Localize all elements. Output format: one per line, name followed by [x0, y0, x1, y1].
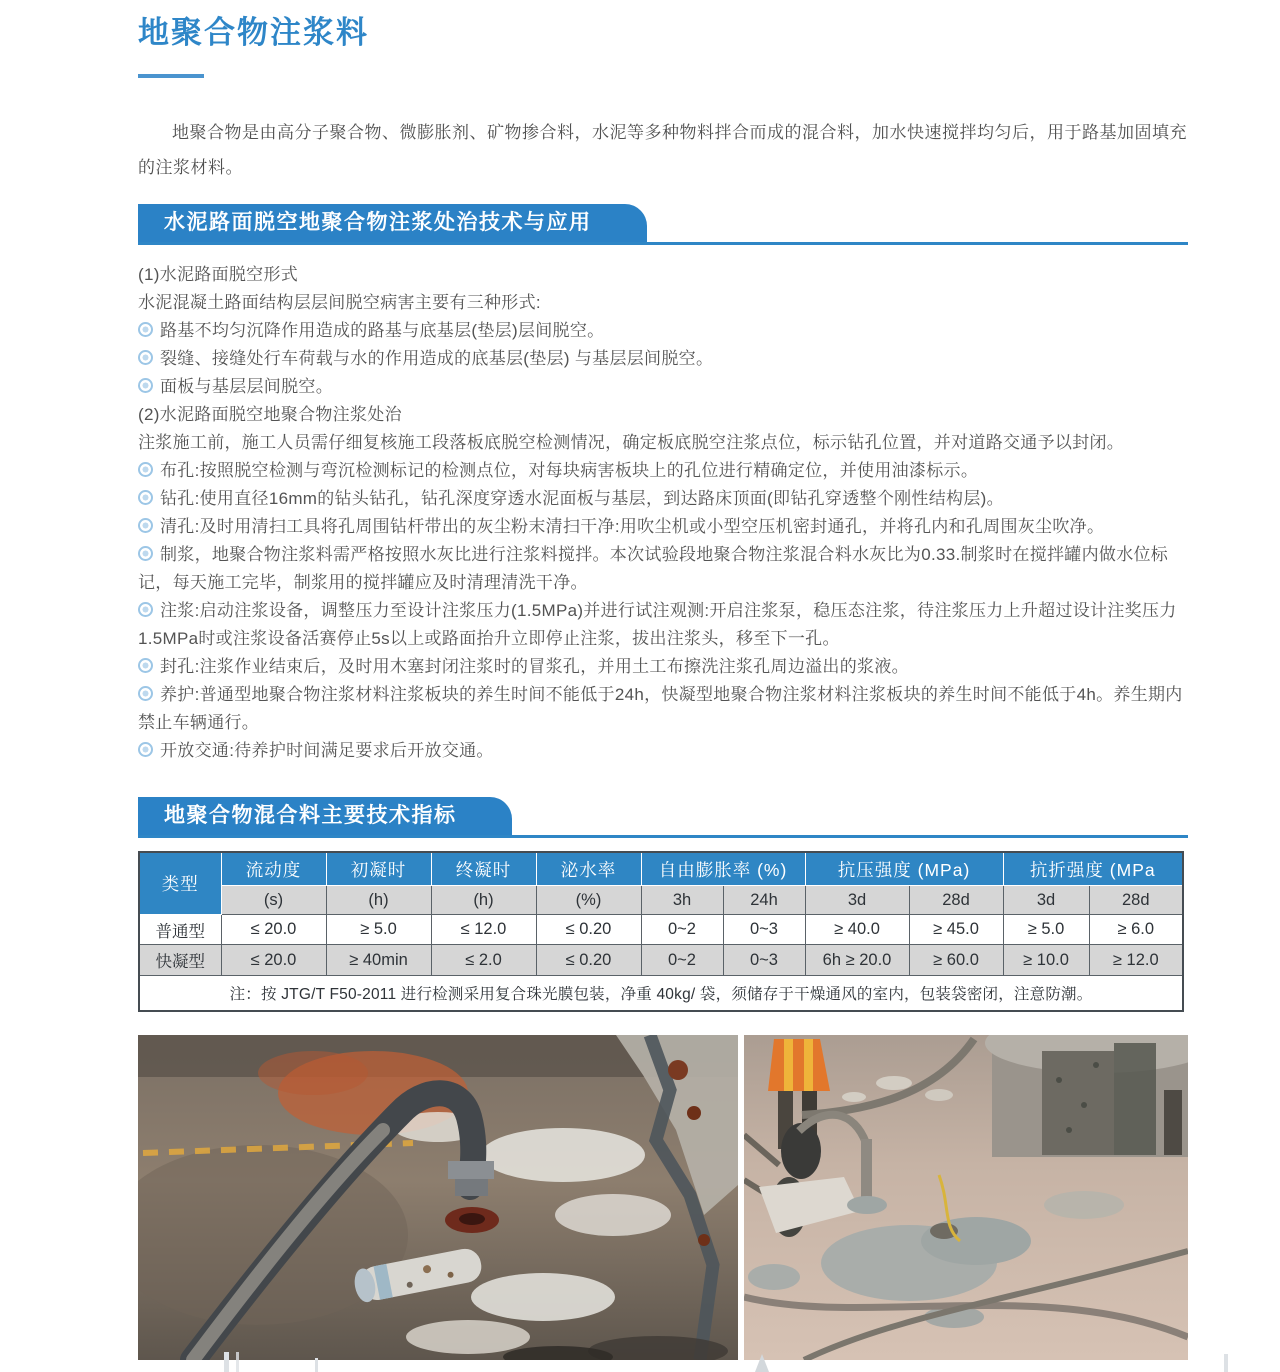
text-line: [138, 429, 1188, 457]
value-cell: ≤ 2.0: [431, 945, 536, 976]
section2-heading: 地聚合物混合料主要技术指标: [138, 797, 512, 835]
ring-bullet-icon: [138, 686, 153, 701]
text-line-content: (2)水泥路面脱空地聚合物注浆处治: [138, 405, 402, 424]
text-line-content: 注浆施工前，施工人员需仔细复核施工段落板底脱空检测情况，确定板底脱空注浆点位，标示钻孔位置，并对道路交通予以封闭。: [138, 433, 1125, 452]
bullet-line: [138, 373, 1188, 401]
page-bottom-artifact: [1224, 1354, 1228, 1372]
bullet-line: [138, 485, 1188, 513]
document-content: [138, 0, 1188, 1360]
table-subheader-cell: (h): [326, 886, 431, 915]
text-line: [138, 261, 1188, 289]
bullet-line: [138, 513, 1188, 541]
page-title: 地聚合物注浆料: [138, 15, 369, 50]
value-cell: 0~2: [641, 945, 723, 976]
bullet-line-content: 注浆:启动注浆设备，调整压力至设计注浆压力(1.5MPa)并进行试注观测:开启注浆泵，稳压态注浆，待注浆压力上升超过设计注奖压力1.5MPa时或注浆设备活赛停止5s以上或路面抬升立即停止注浆，拔出注浆头，移至下一孔。: [138, 601, 1177, 648]
photo-grouting-work-site: [744, 1035, 1188, 1360]
table-subheader-cell: 3d: [805, 886, 909, 915]
ring-bullet-icon: [138, 322, 153, 337]
value-cell: ≥ 40min: [326, 945, 431, 976]
bullet-line: [138, 317, 1188, 345]
value-cell: ≤ 0.20: [536, 915, 641, 945]
value-cell: ≤ 20.0: [221, 945, 326, 976]
table-subheader-cell: (h): [431, 886, 536, 915]
table-subheader-cell: 3d: [1003, 886, 1089, 915]
intro-paragraph: 地聚合物是由高分子聚合物、微膨胀剂、矿物掺合料，水泥等多种物料拌合而成的混合料，加水快速搅拌均匀后，用于路基加固填充的注浆材料。: [138, 123, 1187, 177]
ring-bullet-icon: [138, 350, 153, 365]
value-cell: ≥ 6.0: [1089, 915, 1183, 945]
photo-grouting-hose-on-pavement: [138, 1035, 738, 1360]
bullet-line-content: 制浆，地聚合物注浆料需严格按照水灰比进行注浆料搅拌。本次试验段地聚合物注浆混合料水灰比为0.33.制浆时在搅拌罐内做水位标记，每天施工完毕，制浆用的搅拌罐应及时清理清洗干净。: [138, 545, 1169, 592]
ring-bullet-icon: [138, 518, 153, 533]
table-header-row-2: [139, 886, 1183, 915]
technical-spec-table: [138, 851, 1184, 1012]
value-cell: ≥ 40.0: [805, 915, 909, 945]
value-cell: ≤ 0.20: [536, 945, 641, 976]
text-line: [138, 289, 1188, 317]
value-cell: ≥ 45.0: [909, 915, 1003, 945]
row-label-cell: 快凝型: [139, 945, 221, 976]
value-cell: 0~3: [723, 915, 805, 945]
value-cell: 0~3: [723, 945, 805, 976]
table-subheader-cell: 3h: [641, 886, 723, 915]
table-header-cell: 初凝时: [326, 852, 431, 886]
page-bottom-artifact: [755, 1354, 769, 1372]
bullet-line-content: 裂缝、接缝处行车荷载与水的作用造成的底基层(垫层) 与基层层间脱空。: [160, 349, 714, 368]
bullet-line-content: 面板与基层层间脱空。: [160, 377, 333, 396]
table-row-fast-type: [139, 945, 1183, 976]
bullet-line-content: 钻孔:使用直径16mm的钻头钻孔，钻孔深度穿透水泥面板与基层，到达路床顶面(即钻孔穿透整个刚性结构层)。: [160, 489, 1004, 508]
table-header-cell: 抗压强度 (MPa): [805, 852, 1003, 886]
bullet-line: [138, 681, 1188, 737]
table-note: 注：按 JTG/T F50-2011 进行检测采用复合珠光膜包装，净重 40kg/ 袋，须储存于干燥通风的室内，包装袋密闭，注意防潮。: [139, 976, 1183, 1012]
table-corner-cell: 类型: [139, 852, 221, 915]
table-header-row-1: [139, 852, 1183, 886]
ring-bullet-icon: [138, 378, 153, 393]
page-bottom-artifact: [236, 1352, 239, 1372]
text-line-content: 水泥混凝土路面结构层层间脱空病害主要有三种形式:: [138, 293, 541, 312]
table-header-cell: 自由膨胀率 (%): [641, 852, 805, 886]
value-cell: ≤ 20.0: [221, 915, 326, 945]
value-cell: ≥ 5.0: [326, 915, 431, 945]
table-subheader-cell: (s): [221, 886, 326, 915]
bullet-line: [138, 345, 1188, 373]
bullet-line-content: 路基不均匀沉降作用造成的路基与底基层(垫层)层间脱空。: [160, 321, 605, 340]
bullet-line: [138, 737, 1188, 765]
table-header-cell: 抗折强度 (MPa: [1003, 852, 1183, 886]
text-line: [138, 401, 1188, 429]
table-subheader-cell: 28d: [909, 886, 1003, 915]
bullet-line: [138, 597, 1188, 653]
value-cell: 0~2: [641, 915, 723, 945]
section1-body: [138, 261, 1188, 765]
ring-bullet-icon: [138, 658, 153, 673]
bullet-line-content: 布孔:按照脱空检测与弯沉检测标记的检测点位，对每块病害板块上的孔位进行精确定位，并使用油漆标示。: [160, 461, 979, 480]
value-cell: ≥ 12.0: [1089, 945, 1183, 976]
table-subheader-cell: 24h: [723, 886, 805, 915]
value-cell: ≥ 60.0: [909, 945, 1003, 976]
bullet-line: [138, 653, 1188, 681]
page-bottom-artifact: [315, 1358, 318, 1372]
bullet-line-content: 清孔:及时用清扫工具将孔周围钻杆带出的灰尘粉末清扫干净:用吹尘机或小型空压机密封通孔，并将孔内和孔周围灰尘吹净。: [160, 517, 1105, 536]
title-dash: [138, 74, 204, 78]
table-header-cell: 终凝时: [431, 852, 536, 886]
table-header-cell: 流动度: [221, 852, 326, 886]
bullet-line-content: 养护:普通型地聚合物注浆材料注浆板块的养生时间不能低于24h，快凝型地聚合物注浆材料注浆板块的养生时间不能低于4h。养生期内禁止车辆通行。: [138, 685, 1183, 732]
ring-bullet-icon: [138, 546, 153, 561]
value-cell: ≥ 5.0: [1003, 915, 1089, 945]
table-subheader-cell: (%): [536, 886, 641, 915]
section2-banner: [138, 797, 1188, 838]
ring-bullet-icon: [138, 742, 153, 757]
table-subheader-cell: 28d: [1089, 886, 1183, 915]
bullet-line-content: 开放交通:待养护时间满足要求后开放交通。: [160, 741, 494, 760]
ring-bullet-icon: [138, 490, 153, 505]
table-row-normal-type: [139, 915, 1183, 945]
ring-bullet-icon: [138, 462, 153, 477]
bullet-line: [138, 541, 1188, 597]
value-cell: ≥ 10.0: [1003, 945, 1089, 976]
section1-banner: [138, 204, 1188, 245]
section1-heading: 水泥路面脱空地聚合物注浆处治技术与应用: [138, 204, 647, 242]
text-line-content: (1)水泥路面脱空形式: [138, 265, 299, 284]
table-note-row: [139, 976, 1183, 1012]
ring-bullet-icon: [138, 602, 153, 617]
value-cell: ≤ 12.0: [431, 915, 536, 945]
bullet-line-content: 封孔:注浆作业结束后，及时用木塞封闭注浆时的冒浆孔，并用土工布擦洗注浆孔周边溢出的浆液。: [160, 657, 909, 676]
bullet-line: [138, 457, 1188, 485]
row-label-cell: 普通型: [139, 915, 221, 945]
page-bottom-artifact: [224, 1352, 229, 1372]
photo-row: [138, 1035, 1188, 1360]
table-header-cell: 泌水率: [536, 852, 641, 886]
value-cell: 6h ≥ 20.0: [805, 945, 909, 976]
